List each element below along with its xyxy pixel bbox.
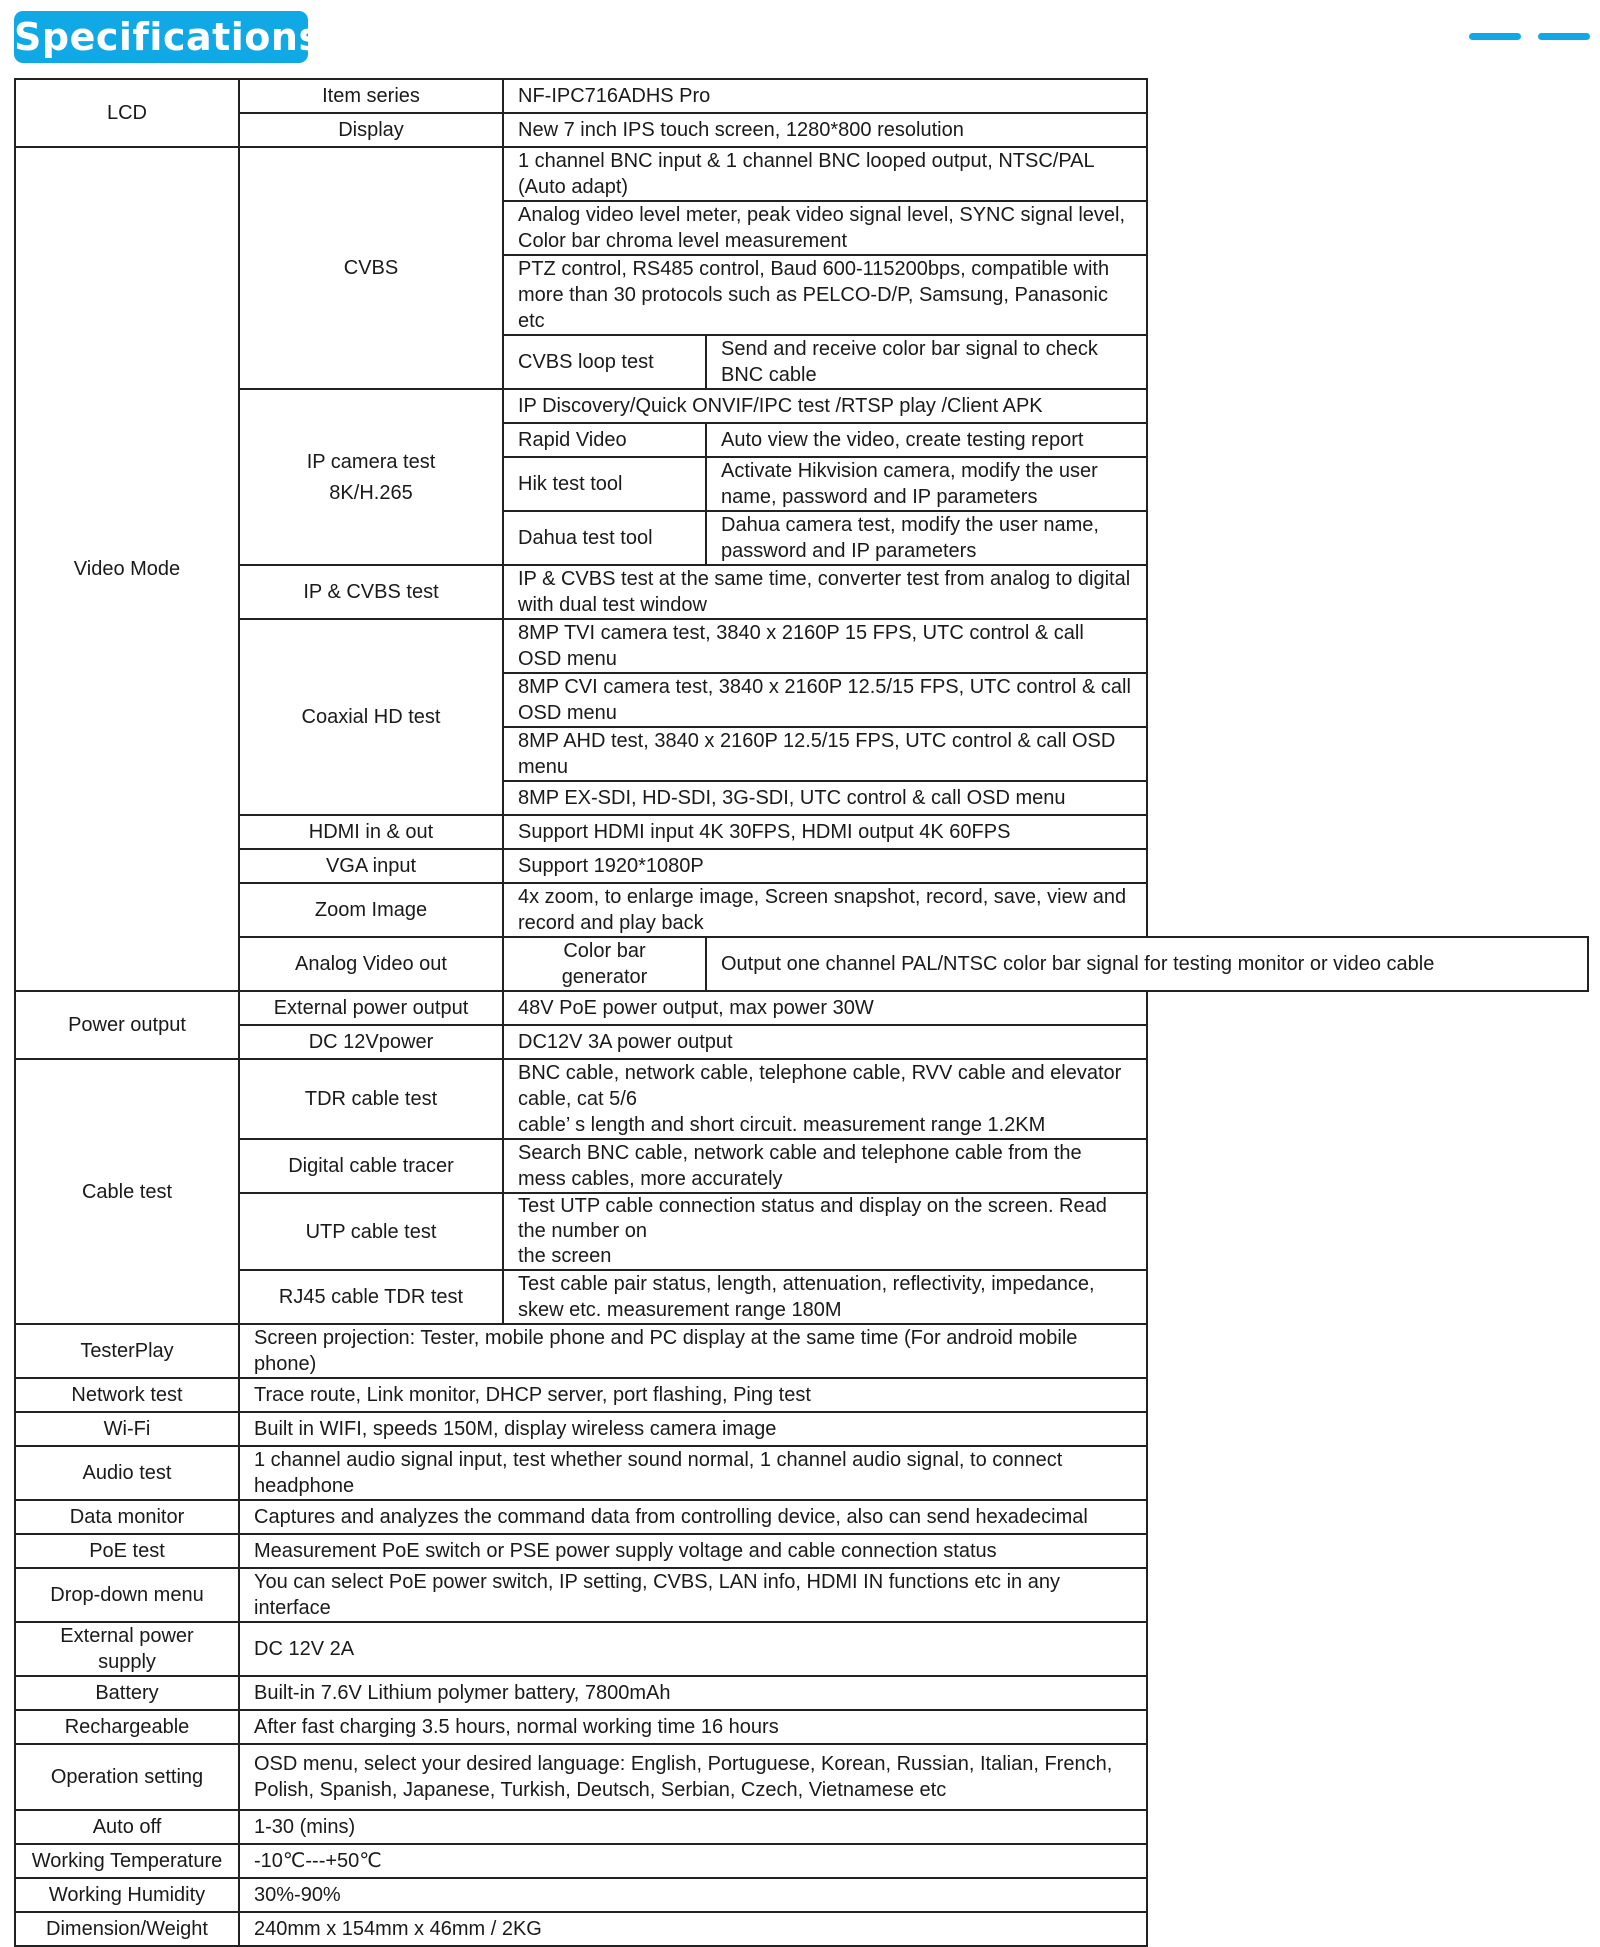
spec-row — [15, 1500, 1588, 1534]
spec-row — [15, 1025, 1588, 1059]
spec-row — [15, 389, 1588, 423]
feature-label: HDMI in & out — [239, 815, 503, 849]
group-label: Analog Video out — [239, 937, 503, 991]
group-label: External power supply — [15, 1622, 239, 1676]
spec-row — [15, 1139, 1588, 1193]
group-label: Operation setting — [15, 1744, 239, 1810]
group-label: Working Humidity — [15, 1878, 239, 1912]
spec-value: Search BNC cable, network cable and telephone cable from the mess cables, more accurately — [503, 1139, 1147, 1193]
spec-row — [15, 883, 1588, 937]
spec-value: Activate Hikvision camera, modify the user name, password and IP parameters — [706, 457, 1147, 511]
spec-row — [15, 1844, 1588, 1878]
spec-value: IP & CVBS test at the same time, converter test from analog to digital with dual test window — [503, 565, 1147, 619]
spec-value: Support HDMI input 4K 30FPS, HDMI output 4K 60FPS — [503, 815, 1147, 849]
feature-label: CVBS — [239, 147, 503, 389]
group-label: Data monitor — [15, 1500, 239, 1534]
spec-value: IP Discovery/Quick ONVIF/IPC test /RTSP play /Client APK — [503, 389, 1147, 423]
spec-value: 8MP AHD test, 3840 x 2160P 12.5/15 FPS, UTC control & call OSD menu — [503, 727, 1147, 781]
spec-row — [15, 1878, 1588, 1912]
spec-row — [15, 147, 1588, 201]
spec-value: -10℃---+50℃ — [239, 1844, 1147, 1878]
sub-feature-label: Dahua test tool — [503, 511, 706, 565]
spec-value: Captures and analyzes the command data from controlling device, also can send hexadecimal — [239, 1500, 1147, 1534]
spec-value: OSD menu, select your desired language: English, Portuguese, Korean, Russian, Italian, French, Polish, Spanish, Japanese, Turkish, Deutsch, Serbian, Czech, Vietnamese etc — [239, 1744, 1147, 1810]
spec-value: 1-30 (mins) — [239, 1810, 1147, 1844]
group-label: Drop-down menu — [15, 1568, 239, 1622]
spec-row — [15, 1378, 1588, 1412]
spec-value: 8MP TVI camera test, 3840 x 2160P 15 FPS, UTC control & call OSD menu — [503, 619, 1147, 673]
feature-label: UTP cable test — [239, 1193, 503, 1270]
spec-value: 4x zoom, to enlarge image, Screen snapshot, record, save, view and record and play back — [503, 883, 1147, 937]
spec-value: Built in WIFI, speeds 150M, display wireless camera image — [239, 1412, 1147, 1446]
specifications-table — [14, 78, 1589, 1947]
spec-row — [15, 1534, 1588, 1568]
spec-value: 1 channel audio signal input, test whether sound normal, 1 channel audio signal, to connect headphone — [239, 1446, 1147, 1500]
feature-label: Coaxial HD test — [239, 619, 503, 815]
spec-value: 1 channel BNC input & 1 channel BNC looped output, NTSC/PAL (Auto adapt) — [503, 147, 1147, 201]
group-label: Network test — [15, 1378, 239, 1412]
group-label: Battery — [15, 1676, 239, 1710]
spec-value: After fast charging 3.5 hours, normal working time 16 hours — [239, 1710, 1147, 1744]
page-title: Specifications — [14, 11, 308, 63]
sub-feature-label: Rapid Video — [503, 423, 706, 457]
group-label: PoE test — [15, 1534, 239, 1568]
spec-row — [15, 113, 1588, 147]
group-label: TesterPlay — [15, 1324, 239, 1378]
spec-value: Support 1920*1080P — [503, 849, 1147, 883]
spec-value: 8MP CVI camera test, 3840 x 2160P 12.5/15 FPS, UTC control & call OSD menu — [503, 673, 1147, 727]
spec-value: 8MP EX-SDI, HD-SDI, 3G-SDI, UTC control & call OSD menu — [503, 781, 1147, 815]
spec-row — [15, 79, 1588, 113]
spec-value-line: Test UTP cable connection status and display on the screen. Read the number on — [518, 1195, 1107, 1242]
feature-label: RJ45 cable TDR test — [239, 1270, 503, 1324]
spec-value-line: BNC cable, network cable, telephone cable, RVV cable and elevator cable, cat 5/6 — [518, 1062, 1122, 1110]
feature-label-ip-camera — [239, 389, 503, 565]
spec-value: New 7 inch IPS touch screen, 1280*800 resolution — [503, 113, 1147, 147]
spec-value: DC 12V 2A — [239, 1622, 1147, 1676]
group-label: Auto off — [15, 1810, 239, 1844]
spec-value: Measurement PoE switch or PSE power supply voltage and cable connection status — [239, 1534, 1147, 1568]
feature-label: IP & CVBS test — [239, 565, 503, 619]
sub-feature-label: CVBS loop test — [503, 335, 706, 389]
feature-label: Zoom Image — [239, 883, 503, 937]
spec-row — [15, 565, 1588, 619]
group-label: Power output — [15, 991, 239, 1059]
spec-row — [15, 1710, 1588, 1744]
spec-row — [15, 1810, 1588, 1844]
feature-label: Digital cable tracer — [239, 1139, 503, 1193]
spec-row — [15, 1412, 1588, 1446]
spec-value: 240mm x 154mm x 46mm / 2KG — [239, 1912, 1147, 1946]
spec-value: Analog video level meter, peak video signal level, SYNC signal level, Color bar chroma level measurement — [503, 201, 1147, 255]
feature-label: VGA input — [239, 849, 503, 883]
group-label: Audio test — [15, 1446, 239, 1500]
spec-row — [15, 991, 1588, 1025]
spec-value-line: cable’ s length and short circuit. measurement range 1.2KM — [518, 1114, 1046, 1136]
feature-label: DC 12Vpower — [239, 1025, 503, 1059]
spec-value: Trace route, Link monitor, DHCP server, port flashing, Ping test — [239, 1378, 1147, 1412]
spec-value: 30%-90% — [239, 1878, 1147, 1912]
spec-row — [15, 937, 1588, 991]
spec-value: Test cable pair status, length, attenuation, reflectivity, impedance, skew etc. measurement range 180M — [503, 1270, 1147, 1324]
spec-value-multiline — [503, 1059, 1147, 1139]
feature-label: TDR cable test — [239, 1059, 503, 1139]
feature-label-line: 8K/H.265 — [329, 481, 413, 504]
spec-value: Auto view the video, create testing report — [706, 423, 1147, 457]
sub-feature-label: Hik test tool — [503, 457, 706, 511]
spec-row — [15, 619, 1588, 673]
spec-value-multiline — [503, 1193, 1147, 1270]
spec-value: Output one channel PAL/NTSC color bar signal for testing monitor or video cable — [706, 937, 1588, 991]
feature-label: Color bar generator — [503, 937, 706, 991]
spec-value: PTZ control, RS485 control, Baud 600-115200bps, compatible with more than 30 protocols such as PELCO-D/P, Samsung, Panasonic etc — [503, 255, 1147, 335]
spec-value-line: the screen — [518, 1245, 612, 1267]
group-label-cable-test: Cable test — [15, 1059, 239, 1324]
spec-row — [15, 1568, 1588, 1622]
spec-value: DC12V 3A power output — [503, 1025, 1147, 1059]
feature-label-line: IP camera test — [306, 450, 436, 473]
spec-row — [15, 1622, 1588, 1676]
group-label-lcd: LCD — [15, 79, 239, 147]
group-label: Working Temperature — [15, 1844, 239, 1878]
group-label: Rechargeable — [15, 1710, 239, 1744]
group-label: Dimension/Weight — [15, 1912, 239, 1946]
spec-value: Screen projection: Tester, mobile phone and PC display at the same time (For android mobile phone) — [239, 1324, 1147, 1378]
spec-row — [15, 1676, 1588, 1710]
feature-label: Display — [239, 113, 503, 147]
spec-row — [15, 1324, 1588, 1378]
group-label: Wi-Fi — [15, 1412, 239, 1446]
spec-row — [15, 1744, 1588, 1810]
spec-row — [15, 1912, 1588, 1946]
spec-row — [15, 1270, 1588, 1324]
spec-value: Send and receive color bar signal to check BNC cable — [706, 335, 1147, 389]
decorative-dash-right — [1538, 33, 1590, 40]
spec-row — [15, 1193, 1588, 1270]
spec-value: Dahua camera test, modify the user name, password and IP parameters — [706, 511, 1147, 565]
model-value: NF-IPC716ADHS Pro — [503, 79, 1147, 113]
feature-label: Item series — [239, 79, 503, 113]
spec-row — [15, 1446, 1588, 1500]
spec-row — [15, 849, 1588, 883]
feature-label: External power output — [239, 991, 503, 1025]
spec-value: 48V PoE power output, max power 30W — [503, 991, 1147, 1025]
spec-value: You can select PoE power switch, IP setting, CVBS, LAN info, HDMI IN functions etc in any interface — [239, 1568, 1147, 1622]
group-label-video-mode: Video Mode — [15, 147, 239, 991]
spec-value: Built-in 7.6V Lithium polymer battery, 7800mAh — [239, 1676, 1147, 1710]
spec-row — [15, 1059, 1588, 1139]
decorative-dash-left — [1469, 33, 1521, 40]
spec-row — [15, 815, 1588, 849]
